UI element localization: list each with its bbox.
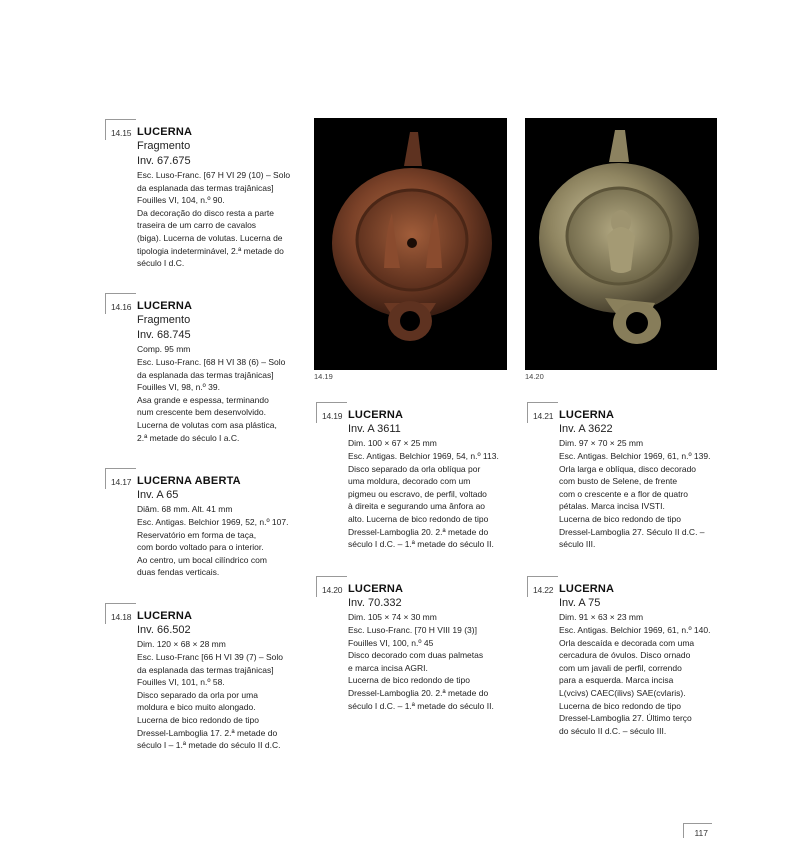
entry-inventory: Inv. A 65 (137, 489, 179, 501)
entry-title: LUCERNA ABERTA (137, 475, 241, 487)
oil-lamp-illustration (314, 118, 507, 370)
catalog-entry-14-22 (533, 582, 729, 737)
entry-dimensions: Dim. 100 × 67 × 25 mm (348, 438, 437, 448)
entry-dimensions: Dim. 105 × 74 × 30 mm (348, 612, 437, 622)
entry-dimensions: Comp. 95 mm (137, 344, 191, 354)
entry-number: 14.22 (533, 585, 554, 595)
entry-number: 14.19 (322, 411, 343, 421)
entry-number: 14.15 (111, 128, 132, 138)
entry-subtitle: Fragmento (137, 140, 191, 152)
entry-description: Esc. Antigas. Belchior 1969, 54, n.º 113. Disco separado da orla oblíqua por uma moldura, decorado com um pigmeu ou escravo, de perfil, voltado à direita e segurando uma ânfora ao alto. Lucerna de bico redondo de tipo Dressel-Lamboglia 20. 2.ª metade do século I d.C. – 1.ª metade do século II. (348, 451, 499, 550)
entry-title: LUCERNA (137, 610, 193, 622)
entry-dimensions: Dim. 97 × 70 × 25 mm (559, 438, 644, 448)
entry-description: Esc. Luso-Franc. [70 H VIII 19 (3)] Fouilles VI, 100, n.º 45 Disco decorado com duas palmetas e marca incisa AGRI. Lucerna de bico redondo de tipo Dressel-Lamboglia 20. 2.ª metade do século I d.C. – 1.ª metade do século II. (348, 625, 494, 711)
entry-number: 14.17 (111, 477, 132, 487)
entry-inventory: Inv. A 3611 (348, 423, 401, 435)
entry-inventory: Inv. 66.502 (137, 624, 191, 636)
catalog-entry-14-20 (322, 582, 518, 712)
entry-number: 14.16 (111, 302, 132, 312)
entry-description: Esc. Antigas. Belchior 1969, 61, n.º 139. Orla larga e oblíqua, disco decorado com busto de Selene, de frente com o crescente e a flor de quatro pétalas. Marca incisa IVSTI. Lucerna de bico redondo de tipo Dressel-Lamboglia 27. Século II d.C. – século III. (559, 451, 711, 550)
catalog-entry-14-15 (111, 125, 327, 270)
entry-inventory: Inv. 67.675 (137, 155, 191, 167)
catalog-entry-14-17 (111, 474, 327, 579)
entry-inventory: Inv. A 3622 (559, 423, 613, 435)
photo-lamp-14-19 (314, 118, 507, 370)
entry-title: LUCERNA (559, 409, 615, 421)
entry-subtitle: Fragmento (137, 314, 191, 326)
entry-title: LUCERNA (348, 409, 404, 421)
page-number: 117 (683, 823, 712, 838)
entry-inventory: Inv. 68.745 (137, 329, 191, 341)
photo-caption: 14.20 (525, 372, 544, 381)
entry-dimensions: Diâm. 68 mm. Alt. 41 mm (137, 504, 233, 514)
oil-lamp-illustration (525, 118, 717, 370)
photo-caption: 14.19 (314, 372, 333, 381)
catalog-entry-14-16 (111, 299, 327, 444)
entry-title: LUCERNA (348, 583, 404, 595)
entry-title: LUCERNA (137, 126, 193, 138)
catalog-entry-14-21 (533, 408, 729, 551)
entry-dimensions: Dim. 91 × 63 × 23 mm (559, 612, 644, 622)
entry-description: Esc. Luso-Franc. [67 H VI 29 (10) – Solo da esplanada das termas trajânicas] Fouilles VI, 104, n.º 90. Da decoração do disco resta a parte traseira de um carro de cavalos (biga). Lucerna de volutas. Lucerna de tipologia indeterminável, 2.ª metade do século I d.C. (137, 170, 291, 269)
photo-lamp-14-20 (525, 118, 717, 370)
catalog-entry-14-18 (111, 609, 327, 752)
entry-number: 14.20 (322, 585, 343, 595)
entry-inventory: Inv. A 75 (559, 597, 601, 609)
catalog-entry-14-19 (322, 408, 518, 551)
entry-number: 14.21 (533, 411, 554, 421)
entry-description: Esc. Antigas. Belchior 1969, 61, n.º 140. Orla descaída e decorada com uma cercadura de óvulos. Disco ornado com um javali de perfil, correndo para a esquerda. Marca incisa L(vcivs) CAEC(ilivs) SAE(cvlaris). Lucerna de bico redondo de tipo Dressel-Lamboglia 27. Último terço do século II d.C. – século III. (559, 625, 711, 736)
entry-title: LUCERNA (137, 300, 193, 312)
entry-inventory: Inv. 70.332 (348, 597, 402, 609)
entry-description: Esc. Luso-Franc [66 H VI 39 (7) – Solo da esplanada das termas trajânicas] Fouilles VI, 101, n.º 58. Disco separado da orla por uma moldura e bico muito alongado. Lucerna de bico redondo de tipo Dressel-Lamboglia 17. 2.ª metade do século I – 1.ª metade do século II d.C. (137, 652, 283, 751)
entry-description: Esc. Luso-Franc. [68 H VI 38 (6) – Solo da esplanada das termas trajânicas] Fouilles VI, 98, n.º 39. Asa grande e espessa, terminando num crescente bem desenvolvido. Lucerna de volutas com asa plástica, 2.ª metade do século I a.C. (137, 357, 286, 443)
entry-dimensions: Dim. 120 × 68 × 28 mm (137, 639, 226, 649)
entry-description: Esc. Antigas. Belchior 1969, 52, n.º 107. Reservatório em forma de taça, com bordo voltado para o interior. Ao centro, um bocal cilíndrico com duas fendas verticais. (137, 517, 289, 578)
entry-title: LUCERNA (559, 583, 615, 595)
entry-number: 14.18 (111, 612, 132, 622)
